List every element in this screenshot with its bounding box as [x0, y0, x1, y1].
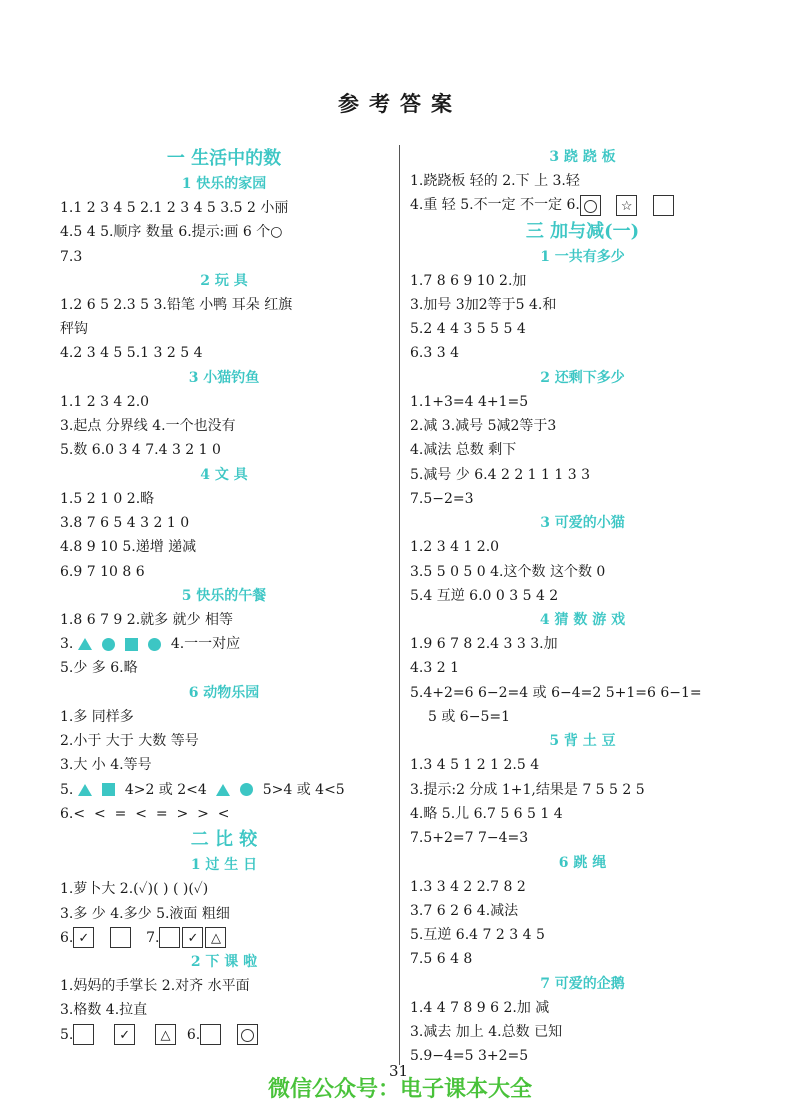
triangle-icon [78, 638, 92, 650]
answer-line: 1.多 同样多 [60, 708, 134, 725]
empty-box-icon [159, 927, 180, 948]
circle-box-icon [580, 195, 601, 216]
section-title: 7 可爱的企鹅 [540, 975, 625, 992]
section-title: 1 过 生 日 [190, 857, 258, 874]
section-title: 2 还剩下多少 [540, 369, 625, 386]
circle-icon [148, 638, 161, 651]
watermark: 微信公众号：电子课本大全 [267, 1077, 532, 1102]
empty-box-icon [200, 1024, 221, 1045]
unit-heading: 三 加与减(一) [525, 220, 640, 242]
answer-line: 5.2 4 4 3 5 5 5 4 [410, 321, 526, 338]
answer-line: 1.3 4 5 1 2 1 2.5 4 [410, 757, 540, 774]
answer-line: 4.8 9 10 5.递增 递减 [60, 539, 197, 556]
section-title: 3 小猫钓鱼 [188, 369, 260, 386]
answer-line: 4.2 3 4 5 5.1 3 2 5 4 [60, 345, 203, 362]
left-column [60, 145, 388, 1047]
circle-outline-icon [584, 200, 597, 213]
answer-prefix: 5. [60, 781, 74, 798]
answer-text: 4.重 轻 5.不一定 不一定 6. [410, 197, 580, 214]
answer-line: 5.4+2=6 6−2=4 或 6−4=2 5+1=6 6−1= [410, 684, 702, 701]
triangle-icon [78, 784, 92, 796]
answer-line: 1.跷跷板 轻的 2.下 上 3.轻 [410, 173, 580, 189]
answer-prefix: 7. [146, 929, 160, 946]
answer-prefix: 6. [60, 929, 74, 946]
circle-box-icon [237, 1024, 258, 1045]
unit-heading: 一 生活中的数 [166, 148, 282, 169]
answer-line: 6.9 7 10 8 6 [60, 563, 145, 580]
triangle-box-icon: △ [205, 927, 226, 948]
triangle-box-icon: △ [155, 1024, 176, 1045]
answer-line: 4.3 2 1 [410, 660, 459, 677]
empty-box-icon [110, 927, 131, 948]
answer-line: 7.5−2=3 [410, 490, 474, 507]
answer-line: 秤钩 [60, 321, 88, 338]
circle-outline-icon [241, 1029, 254, 1042]
empty-box-icon [73, 1024, 94, 1045]
check-box-icon: ✓ [73, 927, 94, 948]
section-title: 2 玩 具 [200, 272, 248, 289]
answer-line: 1.3 3 4 2 2.7 8 2 [410, 878, 526, 895]
answer-line-boxes [410, 193, 755, 217]
answer-line: 3.多 少 4.多少 5.液面 粗细 [60, 905, 230, 922]
star-box-icon: ☆ [616, 195, 637, 216]
answer-line: 4.5 4 5.顺序 数量 6.提示:画 6 个○ [60, 224, 283, 241]
section-title: 6 动物乐园 [188, 684, 260, 701]
section-title: 3 可爱的小猫 [540, 515, 625, 532]
section-title: 2 下 课 啦 [190, 954, 258, 971]
answer-line: 4.略 5.儿 6.7 5 6 5 1 4 [410, 805, 563, 822]
answer-line: 3.5 5 0 5 0 4.这个数 这个数 0 [410, 563, 606, 580]
page-number: 31 [389, 1062, 409, 1080]
column-divider [399, 145, 400, 1065]
answer-line: 5 或 6−5=1 [428, 709, 510, 726]
answer-line: 3.加号 3加2等于5 4.和 [410, 296, 557, 313]
answer-line-boxes [60, 926, 388, 950]
answer-line-boxes [60, 1023, 388, 1047]
answer-line: 1.2 6 5 2.3 5 3.铅笔 小鸭 耳朵 红旗 [60, 296, 293, 313]
answer-line: 7.3 [60, 248, 83, 265]
answer-line: 3.格数 4.拉直 [60, 1002, 148, 1019]
answer-line: 7.5 6 4 8 [410, 951, 473, 968]
answer-line: 5.数 6.0 3 4 7.4 3 2 1 0 [60, 442, 221, 459]
answer-prefix: 5. [60, 1026, 74, 1043]
answer-line: 1.1+3=4 4+1=5 [410, 393, 529, 410]
answer-line: 3.大 小 4.等号 [60, 757, 152, 774]
section-title: 5 背 土 豆 [549, 733, 616, 750]
check-box-icon: ✓ [182, 927, 203, 948]
answer-line: 5.9−4=5 3+2=5 [410, 1048, 529, 1065]
answer-prefix: 3. [60, 636, 74, 653]
answer-line: 4.减法 总数 剩下 [410, 442, 517, 459]
answer-line-shapes [60, 778, 388, 802]
answer-line: 5.少 多 6.略 [60, 660, 138, 677]
section-title: 1 一共有多少 [540, 248, 625, 265]
answer-line: 1.1 2 3 4 2.0 [60, 393, 150, 410]
section-title: 6 跳 绳 [558, 854, 607, 871]
answer-line: 1.2 3 4 1 2.0 [410, 539, 500, 556]
answer-line: 1.萝卜大 2.(✓)( ) ( )(✓) [60, 881, 209, 898]
square-icon [125, 638, 138, 651]
answer-line: 2.小于 大于 大数 等号 [60, 733, 199, 750]
answer-line: 6.3 3 4 [410, 345, 459, 362]
circle-icon [240, 783, 253, 796]
answer-line: 7.5+2=7 7−4=3 [410, 830, 529, 847]
answer-line: 3.8 7 6 5 4 3 2 1 0 [60, 514, 190, 531]
answer-mid: 4>2 或 2<4 [124, 781, 207, 798]
answer-line: 1.1 2 3 4 5 2.1 2 3 4 5 3.5 2 小丽 [60, 200, 289, 216]
answer-suffix: 5>4 或 4<5 [262, 781, 345, 798]
empty-box-icon [653, 195, 674, 216]
answer-line: 5.4 互逆 6.0 0 3 5 4 2 [410, 587, 559, 604]
answer-line: 1.妈妈的手掌长 2.对齐 水平面 [60, 978, 250, 995]
answer-line: 3.减去 加上 4.总数 已知 [410, 1024, 563, 1041]
section-title: 3 跷 跷 板 [549, 149, 616, 165]
unit-heading: 二 比 较 [190, 829, 258, 851]
answer-line: 5.减号 少 6.4 2 2 1 1 1 3 3 [410, 466, 591, 483]
answer-line: 1.7 8 6 9 10 2.加 [410, 272, 527, 289]
page-title: 参考答案 [338, 91, 462, 116]
answer-line: 6.< < = < = > > < [60, 805, 230, 822]
answer-line: 3.起点 分界线 4.一个也没有 [60, 418, 236, 435]
section-title: 4 猜 数 游 戏 [539, 612, 626, 629]
section-title: 4 文 具 [200, 466, 248, 483]
check-box-icon: ✓ [114, 1024, 135, 1045]
answer-line: 1.5 2 1 0 2.略 [60, 490, 155, 507]
circle-icon [102, 638, 115, 651]
answer-line-shapes [60, 632, 388, 656]
answer-prefix: 6. [186, 1026, 201, 1043]
square-icon [102, 783, 115, 796]
section-title: 1 快乐的家园 [181, 176, 267, 192]
answer-line: 5.互逆 6.4 7 2 3 4 5 [410, 927, 545, 944]
answer-line: 3.7 6 2 6 4.减法 [410, 902, 519, 919]
answer-line: 1.4 4 7 8 9 6 2.加 减 [410, 999, 550, 1016]
answer-line: 2.减 3.减号 5减2等于3 [410, 418, 557, 435]
answer-suffix: 4.一一对应 [170, 636, 241, 653]
right-column [410, 145, 755, 1069]
section-title: 5 快乐的午餐 [181, 587, 267, 604]
answer-line: 1.8 6 7 9 2.就多 就少 相等 [60, 611, 234, 628]
answer-line: 3.提示:2 分成 1+1,结果是 7 5 5 2 5 [410, 781, 645, 798]
triangle-icon [216, 784, 230, 796]
answer-line: 1.9 6 7 8 2.4 3 3 3.加 [410, 636, 558, 653]
